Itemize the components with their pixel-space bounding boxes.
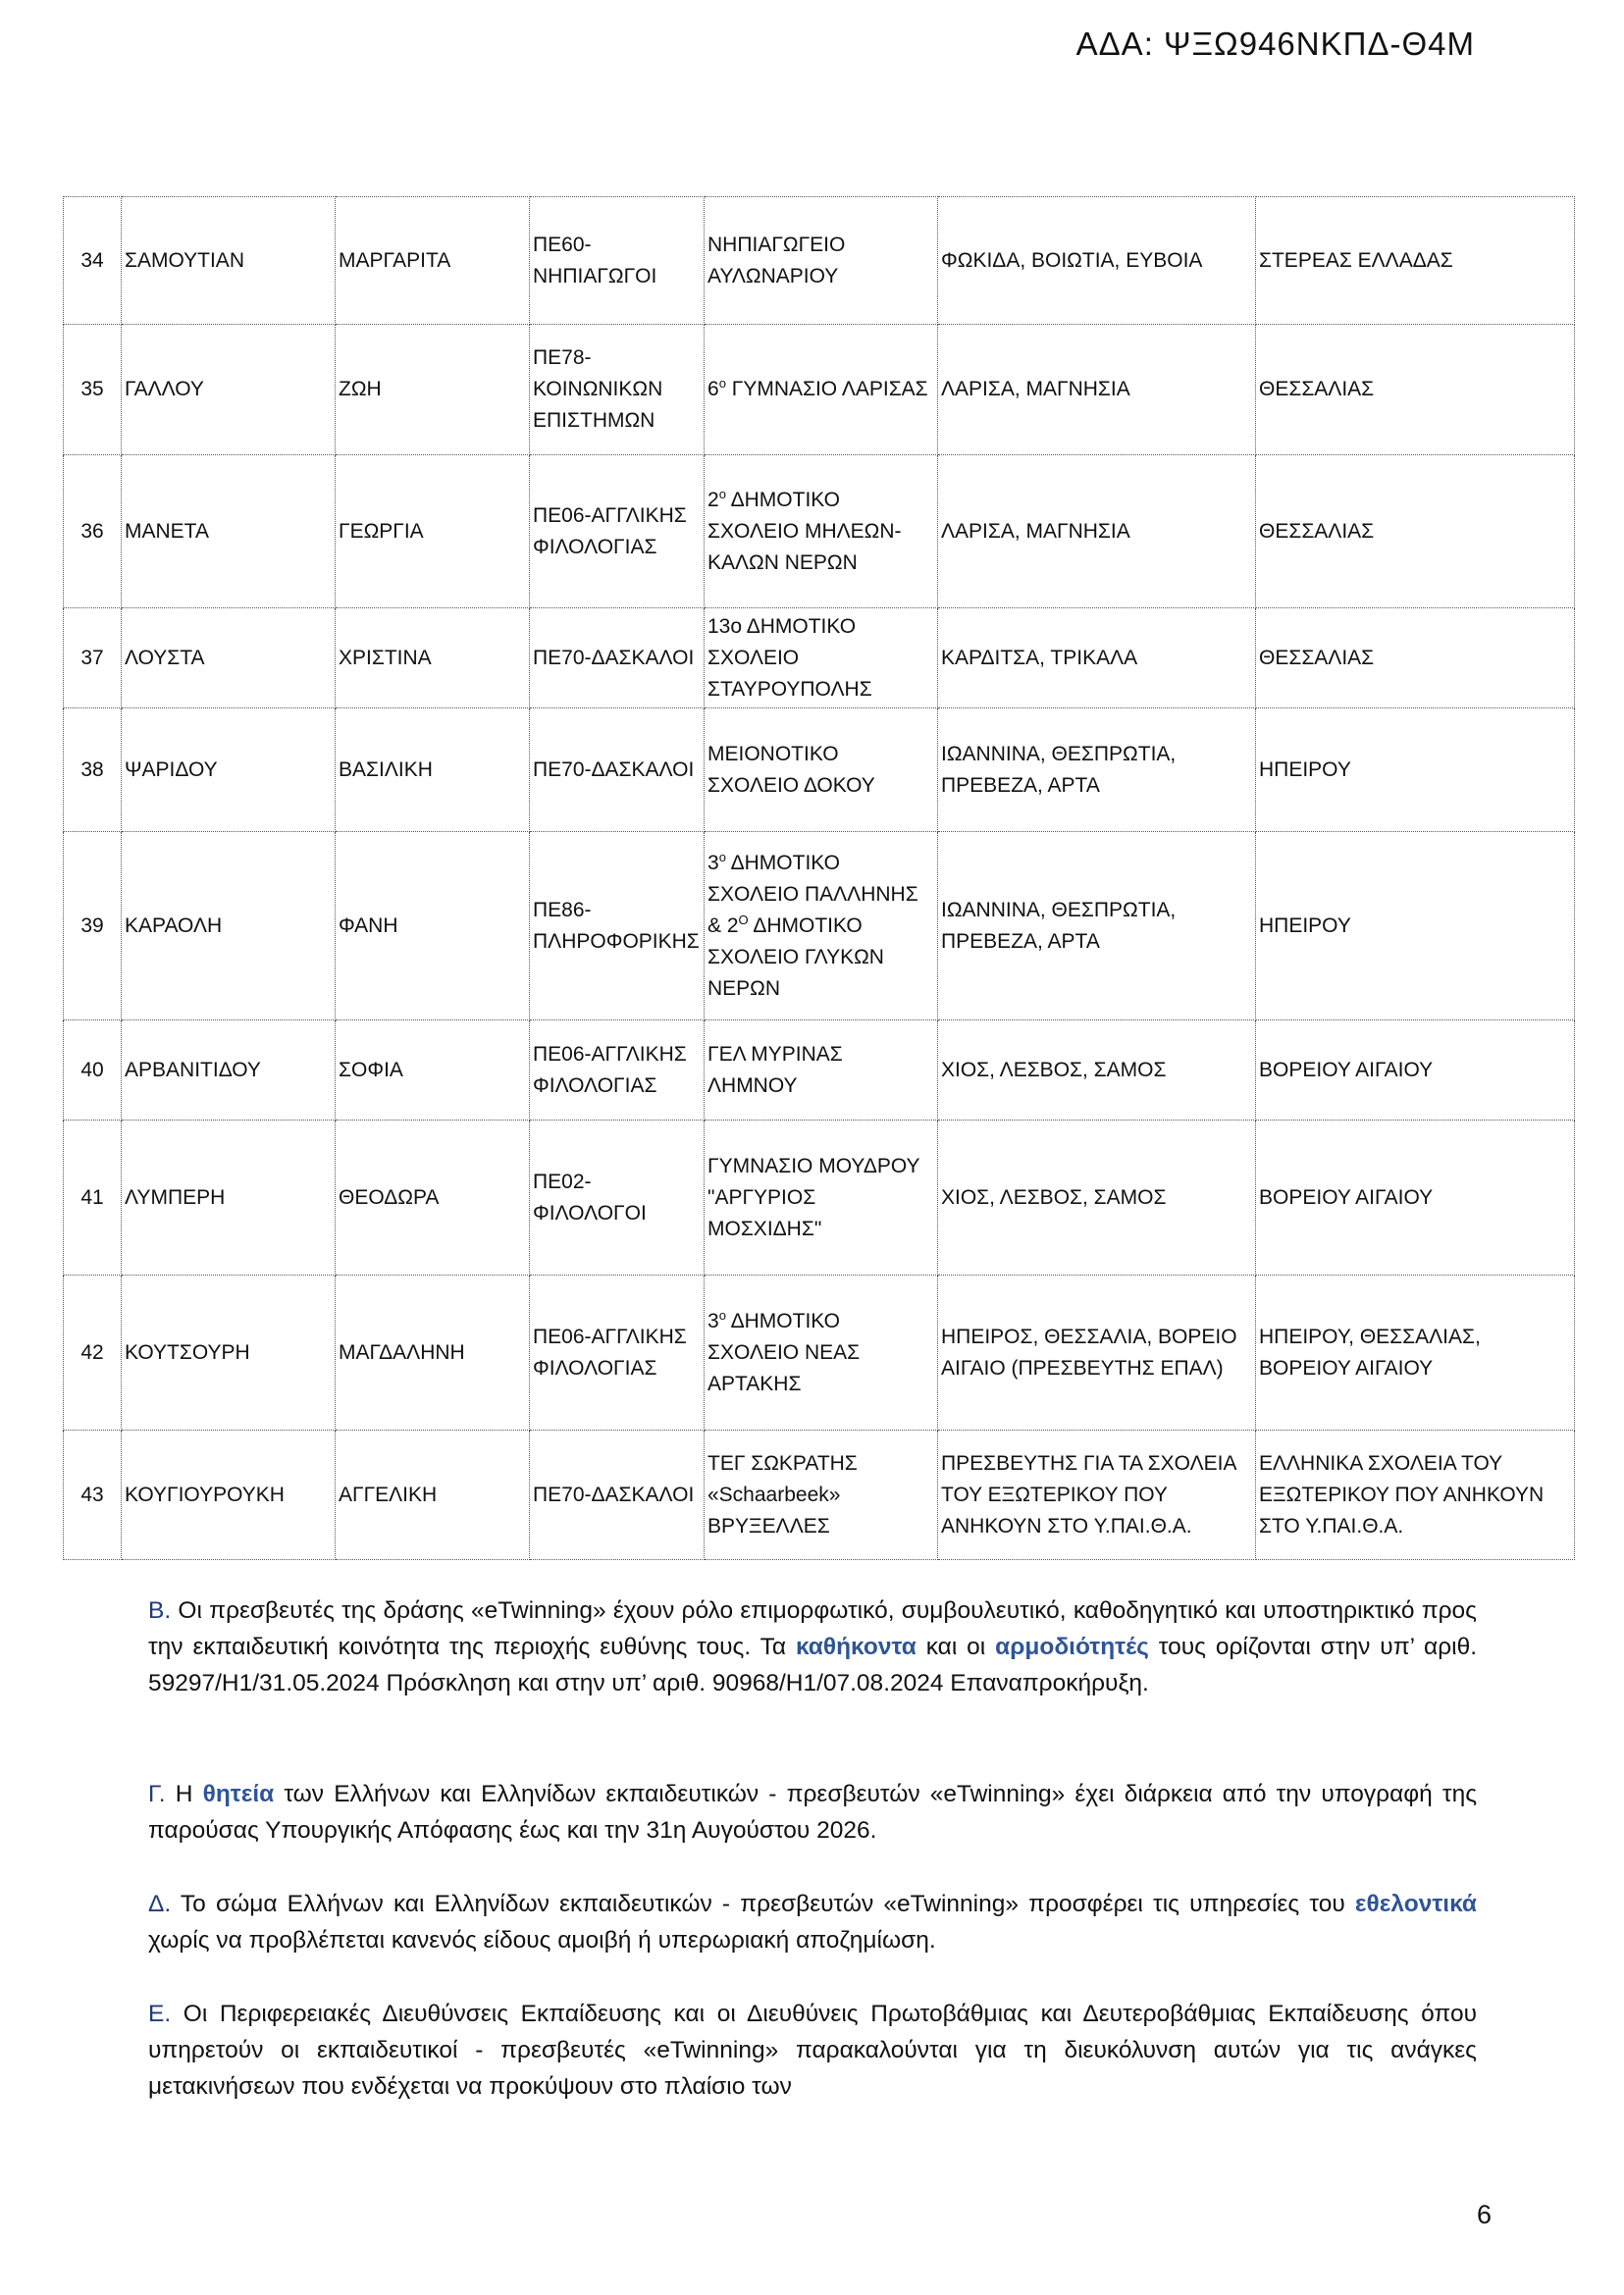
area-cell-line: ΛΑΡΙΣΑ, ΜΑΓΝΗΣΙΑ	[941, 378, 1130, 400]
surname-cell: ΣΑΜΟΥΤΙΑΝ	[122, 197, 336, 325]
area-cell	[938, 832, 1256, 1020]
school-cell-line: "ΑΡΓΥΡΙΟΣ	[707, 1185, 816, 1209]
school-cell-line: $3^o$ ΔΗΜΟΤΙΚΟ	[707, 1307, 840, 1332]
section-g: Γ. Η θητεία των Ελλήνων και Ελληνίδων εκπαιδευτικών - πρεσβευτών «eTwinning» έχει διάρκεια από την υπογραφή της παρούσας Υπουργικής Απόφασης έως και την 31η Αυγούστου 2026.	[148, 1781, 1478, 1844]
specialty-cell	[530, 1276, 705, 1431]
specialty-cell-line: ΠΛΗΡΟΦΟΡΙΚΗΣ	[533, 929, 700, 953]
school-cell	[705, 832, 938, 1020]
specialty-cell	[530, 1431, 705, 1560]
region-cell-line: ΣΤΟ Υ.ΠΑΙ.Θ.Α.	[1259, 1514, 1404, 1538]
section-d-label: Δ.	[148, 1891, 172, 1917]
area-cell	[938, 708, 1256, 832]
school-cell	[705, 1121, 938, 1276]
surname-cell: ΚΟΥΤΣΟΥΡΗ	[122, 1276, 336, 1431]
school-cell	[705, 197, 938, 325]
table-row	[64, 708, 1575, 832]
area-cell	[938, 197, 1256, 325]
school-cell-line: ΣΧΟΛΕΙΟ ΜΗΛΕΩΝ-	[707, 519, 902, 543]
highlight-responsibilities: αρμοδιότητές	[995, 1634, 1149, 1660]
first-name-cell: ΦΑΝΗ	[336, 832, 530, 1020]
region-cell-line: ΕΞΩΤΕΡΙΚΟΥ ΠΟΥ ΑΝΗΚΟΥΝ	[1259, 1483, 1545, 1506]
first-name-cell: ΜΑΓΔΑΛΗΝΗ	[336, 1276, 530, 1431]
specialty-cell-line: ΠΕ60-	[533, 233, 592, 256]
table-row	[64, 197, 1575, 325]
region-cell	[1256, 1431, 1575, 1560]
school-cell	[705, 455, 938, 608]
row-number: 36	[64, 455, 122, 608]
row-number: 38	[64, 708, 122, 832]
school-cell-line: «Schaarbeek»	[707, 1483, 841, 1506]
school-cell	[705, 708, 938, 832]
first-name-cell: ΓΕΩΡΓΙΑ	[336, 455, 530, 608]
area-cell-line: ΠΡΕΒΕΖΑ, ΑΡΤΑ	[941, 929, 1100, 953]
table-row	[64, 455, 1575, 608]
school-cell-line: ΝΗΠΙΑΓΩΓΕΙΟ	[707, 233, 846, 256]
first-name-cell: ΒΑΣΙΛΙΚΗ	[336, 708, 530, 832]
area-cell-line: ΠΡΕΣΒΕΥΤΗΣ ΓΙΑ ΤΑ ΣΧΟΛΕΙΑ	[941, 1451, 1237, 1475]
specialty-cell-line: ΠΕ02-	[533, 1170, 592, 1193]
specialty-cell-line: ΠΕ06-ΑΓΓΛΙΚΗΣ	[533, 1325, 687, 1348]
surname-cell: ΜΑΝΕΤΑ	[122, 455, 336, 608]
specialty-cell-line: ΠΕ78-	[533, 346, 592, 369]
school-cell	[705, 1020, 938, 1121]
school-cell-line: ΣΧΟΛΕΙΟ	[707, 646, 800, 669]
school-cell	[705, 325, 938, 455]
school-cell-line: ΣΧΟΛΕΙΟ ΠΑΛΛΗΝΗΣ	[707, 882, 918, 906]
region-cell-line: ΘΕΣΣΑΛΙΑΣ	[1259, 519, 1375, 543]
school-cell-line: ΣΧΟΛΕΙΟ ΔΟΚΟΥ	[707, 773, 875, 797]
first-name-cell: ΧΡΙΣΤΙΝΑ	[336, 608, 530, 708]
school-cell-line: ΛΗΜΝΟΥ	[707, 1073, 798, 1097]
table-row	[64, 325, 1575, 455]
region-cell	[1256, 1020, 1575, 1121]
specialty-cell	[530, 1121, 705, 1276]
school-cell-line: ΝΕΡΩΝ	[707, 976, 781, 1000]
specialty-cell-line: ΠΕ70-ΔΑΣΚΑΛΟΙ	[533, 646, 695, 669]
section-e: Ε. Οι Περιφερειακές Διευθύνσεις Εκπαίδευσης και οι Διευθύνεις Πρωτοβάθμιας και Δευτεροβάθμιας Εκπαίδευσης όπου υπηρετούν οι εκπαιδευτικοί - πρεσβευτές «eTwinning» παρακαλούνται για τη διευκόλυνση αυτών για τις ανάγκες μετακινήσεων που ενδέχεται να προκύψουν στο πλαίσιο των	[148, 2001, 1477, 2100]
region-cell-line: ΘΕΣΣΑΛΙΑΣ	[1259, 646, 1375, 669]
school-cell-line: ΤΕΓ ΣΩΚΡΑΤΗΣ	[707, 1451, 858, 1475]
school-cell	[705, 1431, 938, 1560]
specialty-cell	[530, 325, 705, 455]
first-name-cell: ΖΩΗ	[336, 325, 530, 455]
first-name-cell: ΣΟΦΙΑ	[336, 1020, 530, 1121]
specialty-cell	[530, 832, 705, 1020]
area-cell-line: ΤΟΥ ΕΞΩΤΕΡΙΚΟΥ ΠΟΥ	[941, 1483, 1168, 1506]
area-cell-line: ΠΡΕΒΕΖΑ, ΑΡΤΑ	[941, 773, 1100, 797]
area-cell	[938, 325, 1256, 455]
specialty-cell	[530, 608, 705, 708]
area-cell	[938, 455, 1256, 608]
specialty-cell	[530, 1020, 705, 1121]
region-cell-line: ΒΟΡΕΙΟΥ ΑΙΓΑΙΟΥ	[1259, 1356, 1434, 1380]
school-cell-line: ΒΡΥΞΕΛΛΕΣ	[707, 1514, 830, 1538]
section-b-label: Β.	[148, 1597, 172, 1624]
surname-cell: ΛΟΥΣΤΑ	[122, 608, 336, 708]
school-cell-line: ΑΡΤΑΚΗΣ	[707, 1372, 802, 1395]
area-cell	[938, 1276, 1256, 1431]
school-cell-line: ΣΧΟΛΕΙΟ ΝΕΑΣ	[707, 1340, 861, 1364]
section-e-label: Ε.	[148, 2001, 172, 2027]
area-cell	[938, 1431, 1256, 1560]
region-cell	[1256, 325, 1575, 455]
region-cell	[1256, 832, 1575, 1020]
row-number: 37	[64, 608, 122, 708]
specialty-cell	[530, 708, 705, 832]
surname-cell: ΨΑΡΙΔΟΥ	[122, 708, 336, 832]
section-b: Β. Οι πρεσβευτές της δράσης «eTwinning» έχουν ρόλο επιμορφωτικό, συμβουλευτικό, καθοδηγητικό και υποστηρικτικό προς την εκπαιδευτική κοινότητα της περιοχής ευθύνης τους. Τα καθήκοντα και οι αρμοδιότητές τους ορίζονται στην υπ’ αριθ. 59297/Η1/31.05.2024 Πρόσκληση και στην υπ’ αριθ. 90968/Η1/07.08.2024 Επαναπροκήρυξη.	[148, 1597, 1478, 1696]
table-row	[64, 608, 1575, 708]
specialty-cell	[530, 455, 705, 608]
school-cell-line: ΣΧΟΛΕΙΟ ΓΛΥΚΩΝ	[707, 945, 884, 968]
school-cell-line: ΜΕΙΟΝΟΤΙΚΟ	[707, 742, 839, 765]
region-cell-line: ΣΤΕΡΕΑΣ ΕΛΛΑΔΑΣ	[1259, 248, 1453, 272]
specialty-cell-line: ΝΗΠΙΑΓΩΓΟΙ	[533, 264, 657, 287]
school-cell-line: $6^o$ ΓΥΜΝΑΣΙΟ ΛΑΡΙΣΑΣ	[707, 376, 928, 400]
section-d: Δ. Το σώμα Ελλήνων και Ελληνίδων εκπαιδευτικών - πρεσβευτών «eTwinning» προσφέρει τις υπηρεσίες του εθελοντικά χωρίς να προβλέπεται κανενός είδους αμοιβή ή υπερωριακή αποζημίωση.	[148, 1891, 1477, 1954]
table-row	[64, 1276, 1575, 1431]
surname-cell: ΑΡΒΑΝΙΤΙΔΟΥ	[122, 1020, 336, 1121]
area-cell-line: ΧΙΟΣ, ΛΕΣΒΟΣ, ΣΑΜΟΣ	[941, 1185, 1167, 1209]
specialty-cell-line: ΦΙΛΟΛΟΓΙΑΣ	[533, 1356, 657, 1380]
area-cell	[938, 1121, 1256, 1276]
school-cell-line: $2^o$ ΔΗΜΟΤΙΚΟ	[707, 486, 840, 511]
table-row	[64, 1020, 1575, 1121]
region-cell-line: ΒΟΡΕΙΟΥ ΑΙΓΑΙΟΥ	[1259, 1185, 1434, 1209]
ambassadors-table	[63, 196, 1575, 1560]
highlight-term: θητεία	[202, 1781, 275, 1807]
specialty-cell-line: ΕΠΙΣΤΗΜΩΝ	[533, 409, 655, 432]
region-cell-line: ΗΠΕΙΡΟΥ, ΘΕΣΣΑΛΙΑΣ,	[1259, 1325, 1481, 1348]
area-cell-line: ΗΠΕΙΡΟΣ, ΘΕΣΣΑΛΙΑ, ΒΟΡΕΙΟ	[941, 1325, 1237, 1348]
specialty-cell-line: ΦΙΛΟΛΟΓΙΑΣ	[533, 535, 657, 558]
school-cell-line: & $2^O$ ΔΗΜΟΤΙΚΟ	[707, 912, 863, 937]
area-cell	[938, 608, 1256, 708]
school-cell	[705, 1276, 938, 1431]
highlight-duties: καθήκοντα	[795, 1634, 917, 1660]
area-cell-line: ΛΑΡΙΣΑ, ΜΑΓΝΗΣΙΑ	[941, 519, 1130, 543]
first-name-cell: ΘΕΟΔΩΡΑ	[336, 1121, 530, 1276]
row-number: 43	[64, 1431, 122, 1560]
area-cell-line: ΙΩΑΝΝΙΝΑ, ΘΕΣΠΡΩΤΙΑ,	[941, 898, 1177, 921]
row-number: 42	[64, 1276, 122, 1431]
region-cell	[1256, 1121, 1575, 1276]
school-cell-line: ΣΤΑΥΡΟΥΠΟΛΗΣ	[707, 677, 872, 701]
table-row	[64, 1121, 1575, 1276]
surname-cell: ΚΑΡΑΟΛΗ	[122, 832, 336, 1020]
region-cell-line: ΗΠΕΙΡΟΥ	[1259, 913, 1351, 937]
first-name-cell: ΜΑΡΓΑΡΙΤΑ	[336, 197, 530, 325]
school-cell-line: ΓΕΛ ΜΥΡΙΝΑΣ	[707, 1042, 843, 1066]
specialty-cell-line: ΦΙΛΟΛΟΓΟΙ	[533, 1201, 647, 1225]
region-cell	[1256, 608, 1575, 708]
row-number: 41	[64, 1121, 122, 1276]
region-cell	[1256, 708, 1575, 832]
specialty-cell-line: ΠΕ06-ΑΓΓΛΙΚΗΣ	[533, 503, 687, 527]
row-number: 34	[64, 197, 122, 325]
area-cell-line: ΧΙΟΣ, ΛΕΣΒΟΣ, ΣΑΜΟΣ	[941, 1058, 1167, 1081]
area-cell-line: ΑΝΗΚΟΥΝ ΣΤΟ Υ.ΠΑΙ.Θ.Α.	[941, 1514, 1192, 1538]
specialty-cell-line: ΠΕ70-ΔΑΣΚΑΛΟΙ	[533, 1483, 695, 1506]
surname-cell: ΛΥΜΠΕΡΗ	[122, 1121, 336, 1276]
specialty-cell-line: ΦΙΛΟΛΟΓΙΑΣ	[533, 1073, 657, 1097]
surname-cell: ΓΑΛΛΟΥ	[122, 325, 336, 455]
school-cell-line: ΑΥΛΩΝΑΡΙΟΥ	[707, 264, 839, 287]
region-cell-line: ΗΠΕΙΡΟΥ	[1259, 757, 1351, 781]
region-cell	[1256, 1276, 1575, 1431]
area-cell-line: ΚΑΡΔΙΤΣΑ, ΤΡΙΚΑΛΑ	[941, 646, 1138, 669]
school-cell-line: ΚΑΛΩΝ ΝΕΡΩΝ	[707, 550, 858, 574]
school-cell-line: $3^o$ ΔΗΜΟΤΙΚΟ	[707, 849, 840, 874]
specialty-cell-line: ΠΕ06-ΑΓΓΛΙΚΗΣ	[533, 1042, 687, 1066]
row-number: 40	[64, 1020, 122, 1121]
school-cell-line: ΜΟΣΧΙΔΗΣ"	[707, 1217, 822, 1240]
specialty-cell	[530, 197, 705, 325]
surname-cell: ΚΟΥΓΙΟΥΡΟΥΚΗ	[122, 1431, 336, 1560]
area-cell-line: ΑΙΓΑΙΟ (ΠΡΕΣΒΕΥΤΗΣ ΕΠΑΛ)	[941, 1356, 1224, 1380]
highlight-voluntary: εθελοντικά	[1354, 1891, 1477, 1917]
region-cell	[1256, 455, 1575, 608]
page-number: 6	[1476, 2200, 1492, 2229]
table-row	[64, 832, 1575, 1020]
section-g-label: Γ.	[148, 1781, 166, 1807]
specialty-cell-line: ΠΕ70-ΔΑΣΚΑΛΟΙ	[533, 757, 695, 781]
region-cell-line: ΕΛΛΗΝΙΚΑ ΣΧΟΛΕΙΑ ΤΟΥ	[1259, 1451, 1503, 1475]
first-name-cell: ΑΓΓΕΛΙΚΗ	[336, 1431, 530, 1560]
specialty-cell-line: ΚΟΙΝΩΝΙΚΩΝ	[533, 378, 663, 400]
region-cell-line: ΘΕΣΣΑΛΙΑΣ	[1259, 378, 1375, 400]
row-number: 35	[64, 325, 122, 455]
ada-code: ΑΔΑ: ΨΞΩ946ΝΚΠΔ-Θ4Μ	[1075, 26, 1475, 62]
school-cell-line: ΓΥΜΝΑΣΙΟ ΜΟΥΔΡΟΥ	[707, 1154, 920, 1177]
area-cell	[938, 1020, 1256, 1121]
school-cell	[705, 608, 938, 708]
specialty-cell-line: ΠΕ86-	[533, 898, 592, 921]
row-number: 39	[64, 832, 122, 1020]
region-cell	[1256, 197, 1575, 325]
region-cell-line: ΒΟΡΕΙΟΥ ΑΙΓΑΙΟΥ	[1259, 1058, 1434, 1081]
area-cell-line: ΙΩΑΝΝΙΝΑ, ΘΕΣΠΡΩΤΙΑ,	[941, 742, 1177, 765]
table-row	[64, 1431, 1575, 1560]
school-cell-line: 13ο ΔΗΜΟΤΙΚΟ	[707, 614, 857, 638]
area-cell-line: ΦΩΚΙΔΑ, ΒΟΙΩΤΙΑ, ΕΥΒΟΙΑ	[941, 248, 1203, 272]
